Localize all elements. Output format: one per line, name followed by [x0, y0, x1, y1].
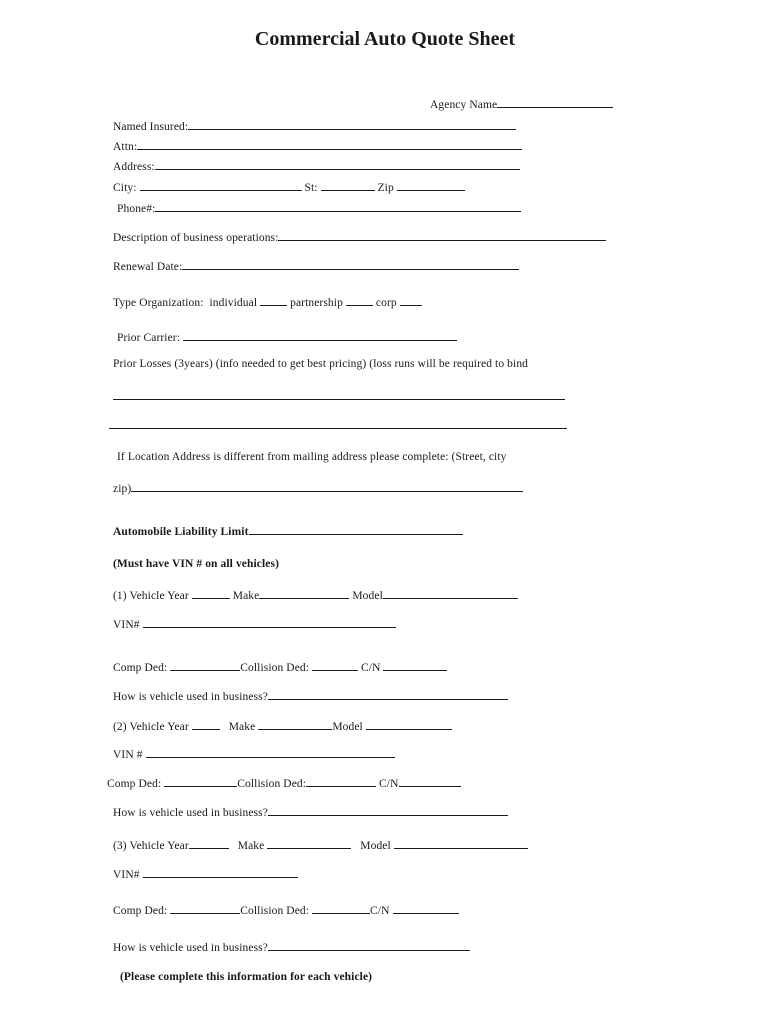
vehicle-1-collision-label: Collision Ded: — [240, 662, 310, 674]
agency-name-label: Agency Name — [430, 99, 498, 111]
vehicle-1-model-label: Model — [352, 590, 383, 602]
phone-label: Phone#: — [117, 203, 156, 215]
address-field[interactable] — [155, 158, 520, 170]
vehicle-2-collision-field[interactable] — [306, 775, 376, 787]
vehicle-2-vin-row — [113, 746, 395, 761]
renewal-label: Renewal Date: — [113, 261, 183, 273]
location-zip-row — [113, 480, 523, 495]
attn-label: Attn: — [113, 141, 138, 153]
type-org-partnership-field[interactable] — [346, 294, 373, 306]
vehicle-3-vin-field[interactable] — [143, 866, 298, 878]
auto-liability-label: Automobile Liability Limit — [113, 526, 249, 538]
type-org-corp-field[interactable] — [400, 294, 422, 306]
type-org-label: Type Organization: — [113, 297, 204, 309]
vehicle-3-year-row — [113, 837, 528, 852]
vehicle-1-vin-field[interactable] — [143, 616, 396, 628]
prior-losses-line-2[interactable] — [109, 428, 567, 429]
vehicle-2-year-label: (2) Vehicle Year — [113, 721, 189, 733]
vehicle-1-vin-row — [113, 616, 396, 631]
agency-name-row — [430, 96, 613, 111]
prior-losses-line-1[interactable] — [113, 399, 565, 400]
renewal-row — [113, 258, 519, 273]
vehicle-1-ded-row — [113, 659, 447, 674]
vehicle-3-vin-row — [113, 866, 298, 881]
business-desc-label: Description of business operations: — [113, 232, 279, 244]
vehicle-1-comp-label: Comp Ded: — [113, 662, 168, 674]
vehicle-3-usage-row — [113, 939, 470, 954]
vehicle-3-usage-field[interactable] — [268, 939, 470, 951]
named-insured-field[interactable] — [188, 118, 516, 130]
prior-carrier-label: Prior Carrier: — [117, 332, 181, 344]
location-field[interactable] — [131, 480, 523, 492]
business-desc-row — [113, 229, 606, 244]
vehicle-3-comp-field[interactable] — [170, 902, 240, 914]
vehicle-1-make-field[interactable] — [259, 587, 349, 599]
renewal-field[interactable] — [182, 258, 519, 270]
vehicle-3-model-label: Model — [360, 840, 391, 852]
vehicle-2-usage-label: How is vehicle used in business? — [113, 807, 268, 819]
vehicle-3-cn-label: C/N — [370, 905, 390, 917]
vehicle-2-usage-field[interactable] — [268, 804, 508, 816]
city-label: City: — [113, 182, 137, 194]
named-insured-label: Named Insured: — [113, 121, 189, 133]
vin-note: (Must have VIN # on all vehicles) — [113, 558, 280, 570]
address-label: Address: — [113, 161, 155, 173]
vehicle-2-vin-field[interactable] — [146, 746, 395, 758]
vehicle-2-cn-label: C/N — [379, 778, 399, 790]
footer-note: (Please complete this information for each vehicle) — [120, 971, 373, 983]
vehicle-2-model-field[interactable] — [366, 718, 452, 730]
attn-row — [113, 138, 522, 153]
vehicle-1-cn-label: C/N — [361, 662, 381, 674]
vehicle-3-model-field[interactable] — [394, 837, 528, 849]
vehicle-3-make-label: Make — [237, 840, 265, 852]
vehicle-2-comp-field[interactable] — [164, 775, 237, 787]
attn-field[interactable] — [137, 138, 522, 150]
type-org-row — [113, 294, 422, 309]
zip-label: Zip — [377, 182, 394, 194]
vehicle-1-comp-field[interactable] — [170, 659, 240, 671]
vehicle-3-collision-label: Collision Ded: — [240, 905, 310, 917]
page-title: Commercial Auto Quote Sheet — [254, 28, 516, 50]
vehicle-1-year-field[interactable] — [192, 587, 230, 599]
prior-carrier-field[interactable] — [183, 329, 457, 341]
auto-liability-row — [113, 523, 463, 538]
vehicle-1-usage-row — [113, 688, 508, 703]
vehicle-3-make-field[interactable] — [267, 837, 351, 849]
vehicle-3-cn-field[interactable] — [393, 902, 459, 914]
vehicle-3-year-field[interactable] — [189, 837, 229, 849]
vehicle-2-vin-label: VIN # — [113, 749, 143, 761]
auto-liability-field[interactable] — [249, 523, 463, 535]
vehicle-2-year-row — [113, 718, 452, 733]
prior-carrier-row — [117, 329, 457, 344]
location-label: If Location Address is different from mailing address please complete: (Street, city — [117, 451, 507, 463]
vehicle-1-vin-label: VIN# — [113, 619, 140, 631]
vehicle-1-year-row — [113, 587, 518, 602]
type-org-partnership-label: partnership — [290, 297, 343, 309]
address-row — [113, 158, 520, 173]
st-field[interactable] — [321, 179, 375, 191]
vehicle-2-model-label: Model — [332, 721, 363, 733]
vehicle-3-usage-label: How is vehicle used in business? — [113, 942, 268, 954]
vehicle-1-make-label: Make — [232, 590, 260, 602]
phone-row — [117, 200, 521, 215]
phone-field[interactable] — [155, 200, 521, 212]
vehicle-3-year-label: (3) Vehicle Year — [113, 840, 189, 852]
city-row — [113, 179, 465, 194]
vehicle-1-year-label: (1) Vehicle Year — [113, 590, 189, 602]
vehicle-1-model-field[interactable] — [383, 587, 518, 599]
type-org-corp-label: corp — [375, 297, 397, 309]
st-label: St: — [304, 182, 318, 194]
named-insured-row — [113, 118, 516, 133]
vehicle-3-comp-label: Comp Ded: — [113, 905, 168, 917]
prior-losses-label: Prior Losses (3years) (info needed to get best pricing) (loss runs will be required to bind — [113, 358, 529, 370]
vehicle-3-ded-row — [113, 902, 459, 917]
vehicle-2-cn-field[interactable] — [399, 775, 461, 787]
agency-name-field[interactable] — [497, 96, 613, 108]
vehicle-1-collision-field[interactable] — [312, 659, 358, 671]
vehicle-1-cn-field[interactable] — [383, 659, 447, 671]
vehicle-1-usage-label: How is vehicle used in business? — [113, 691, 268, 703]
vehicle-2-year-field[interactable] — [192, 718, 220, 730]
vehicle-2-make-field[interactable] — [258, 718, 332, 730]
business-desc-field[interactable] — [278, 229, 606, 241]
vehicle-2-usage-row — [113, 804, 508, 819]
vehicle-3-collision-field[interactable] — [312, 902, 370, 914]
zip-field[interactable] — [397, 179, 465, 191]
city-field[interactable] — [140, 179, 302, 191]
vehicle-3-vin-label: VIN# — [113, 869, 140, 881]
vehicle-2-ded-row — [107, 775, 461, 790]
vehicle-1-usage-field[interactable] — [268, 688, 508, 700]
vehicle-2-collision-label: Collision Ded: — [237, 778, 307, 790]
location-zip-label: zip) — [113, 483, 132, 495]
vehicle-2-comp-label: Comp Ded: — [107, 778, 162, 790]
type-org-individual-label: individual — [209, 297, 258, 309]
vehicle-2-make-label: Make — [228, 721, 256, 733]
type-org-individual-field[interactable] — [260, 294, 287, 306]
